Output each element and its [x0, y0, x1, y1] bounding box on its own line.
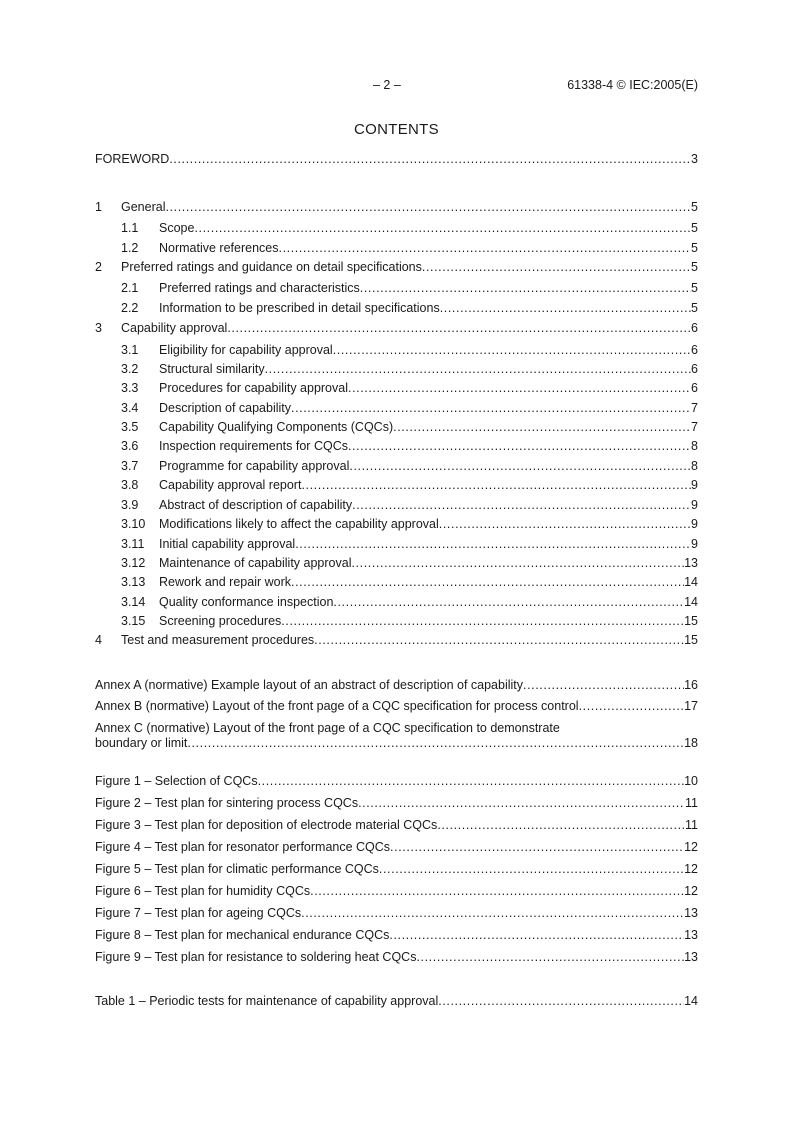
dot-leader: [379, 862, 684, 877]
toc-entry-figure[interactable]: [95, 773, 698, 789]
toc-entry-label: Figure 1 – Selection of CQCs: [95, 774, 258, 788]
toc-entry-number: 3.2: [121, 362, 139, 376]
toc-entry-subsection[interactable]: [121, 400, 698, 416]
toc-entry-number: 3.9: [121, 498, 139, 512]
dot-leader: [440, 301, 691, 316]
toc-entry-label: Scope: [159, 221, 195, 235]
toc-entry-page: 13: [684, 556, 698, 570]
toc-entry-number: 2: [95, 260, 102, 274]
dot-leader: [393, 420, 691, 435]
toc-entry-page: 13: [684, 950, 698, 964]
dot-leader: [295, 537, 691, 552]
toc-entry-number: 3.8: [121, 478, 139, 492]
toc-entry-section[interactable]: [95, 259, 698, 275]
toc-entry-label: Maintenance of capability approval: [159, 556, 352, 570]
toc-entry-label: Preferred ratings and characteristics: [159, 281, 360, 295]
toc-entry-page: 14: [684, 994, 698, 1008]
toc-entry-annex[interactable]: [95, 735, 698, 751]
dot-leader: [352, 498, 691, 513]
toc-entry-subsection[interactable]: [121, 220, 698, 236]
toc-entry-label: General: [121, 200, 166, 214]
toc-entry-page: 7: [691, 420, 698, 434]
toc-entry-number: 3.1: [121, 343, 139, 357]
toc-entry-subsection[interactable]: [121, 536, 698, 552]
toc-entry-page: 12: [684, 862, 698, 876]
toc-entry-page: 10: [684, 774, 698, 788]
toc-entry-figure[interactable]: [95, 839, 698, 855]
toc-entry-page: 7: [691, 401, 698, 415]
toc-entry-label: Normative references: [159, 241, 279, 255]
dot-leader: [194, 221, 691, 236]
toc-entry-label: Figure 6 – Test plan for humidity CQCs: [95, 884, 311, 898]
toc-entry-subsection[interactable]: [121, 380, 698, 396]
toc-entry-page: 9: [691, 537, 698, 551]
toc-entry-label: Procedures for capability approval: [159, 381, 348, 395]
toc-entry-section[interactable]: [95, 199, 698, 215]
toc-entry-number: 2.1: [121, 281, 139, 295]
toc-entry-subsection[interactable]: [121, 458, 698, 474]
toc-entry-page: 15: [684, 614, 698, 628]
toc-entry-page: 14: [684, 575, 698, 589]
dot-leader: [333, 595, 684, 610]
toc-entry-label: Programme for capability approval: [159, 459, 350, 473]
dot-leader: [348, 381, 691, 396]
toc-entry-page: 12: [684, 840, 698, 854]
dot-leader: [258, 774, 685, 789]
dot-leader: [360, 281, 691, 296]
toc-entry-label: Eligibility for capability approval: [159, 343, 333, 357]
toc-entry-label: Annex A (normative) Example layout of an abstract of description of capability: [95, 678, 524, 692]
toc-entry-number: 3.4: [121, 401, 139, 415]
dot-leader: [351, 556, 684, 571]
toc-entry-number: 3.3: [121, 381, 139, 395]
toc-entry-label: Initial capability approval: [159, 537, 296, 551]
toc-entry-subsection[interactable]: [121, 516, 698, 532]
toc-entry-page: 11: [685, 796, 698, 810]
toc-entry-number: 1.1: [121, 221, 139, 235]
dot-leader: [523, 678, 684, 693]
toc-entry-label: Figure 8 – Test plan for mechanical endurance CQCs: [95, 928, 390, 942]
toc-entry-page: 9: [691, 498, 698, 512]
toc-entry-figure[interactable]: [95, 817, 698, 833]
toc-entry-label: Structural similarity: [159, 362, 265, 376]
toc-entry-subsection[interactable]: [121, 300, 698, 316]
dot-leader: [291, 401, 691, 416]
toc-entry-label: Annex B (normative) Layout of the front page of a CQC specification for process control: [95, 699, 579, 713]
toc-entry-table[interactable]: [95, 993, 698, 1009]
toc-entry-number: 2.2: [121, 301, 139, 315]
dot-leader: [437, 818, 685, 833]
toc-entry-label: Inspection requirements for CQCs: [159, 439, 348, 453]
toc-entry-page: 5: [691, 301, 698, 315]
toc-entry-subsection[interactable]: [121, 240, 698, 256]
toc-entry-label: Information to be prescribed in detail specifications: [159, 301, 440, 315]
toc-entry-page: 5: [691, 260, 698, 274]
toc-entry-number: 3.11: [121, 537, 145, 551]
toc-entry-page: 13: [684, 928, 698, 942]
dot-leader: [165, 200, 691, 215]
toc-entry-label: Abstract of description of capability: [159, 498, 353, 512]
toc-entry-figure[interactable]: [95, 949, 698, 965]
toc-entry-page: 15: [684, 633, 698, 647]
toc-entry-page: 6: [691, 362, 698, 376]
toc-entry-page: 3: [691, 152, 698, 166]
toc-entry-number: 3.5: [121, 420, 139, 434]
toc-entry-page: 18: [684, 736, 698, 750]
dot-leader: [349, 459, 691, 474]
toc-entry-label: Capability Qualifying Components (CQCs): [159, 420, 394, 434]
dot-leader: [227, 321, 691, 336]
toc-entry-annex-first-line[interactable]: Annex C (normative) Layout of the front page of a CQC specification to demonstrate: [95, 721, 560, 735]
toc-entry-subsection[interactable]: [121, 361, 698, 377]
dot-leader: [314, 633, 684, 648]
toc-entry-foreword[interactable]: [95, 151, 698, 167]
dot-leader: [333, 343, 691, 358]
toc-entry-section[interactable]: [95, 320, 698, 336]
toc-entry-number: 1.2: [121, 241, 139, 255]
toc-entry-number: 4: [95, 633, 102, 647]
toc-entry-figure[interactable]: [95, 905, 698, 921]
toc-entry-page: 5: [691, 200, 698, 214]
toc-entry-label: Table 1 – Periodic tests for maintenance of capability approval: [95, 994, 439, 1008]
toc-entry-number: 3.12: [121, 556, 146, 570]
toc-entry-label: Capability approval report: [159, 478, 302, 492]
toc-entry-subsection[interactable]: [121, 342, 698, 358]
dot-leader: [422, 260, 691, 275]
toc-entry-label: Rework and repair work: [159, 575, 291, 589]
dot-leader: [291, 575, 684, 590]
dot-leader: [579, 699, 685, 714]
toc-entry-number: 3.6: [121, 439, 139, 453]
toc-entry-page: 12: [684, 884, 698, 898]
toc-entry-label: Screening procedures: [159, 614, 282, 628]
toc-entry-page: 17: [684, 699, 698, 713]
toc-entry-page: 9: [691, 517, 698, 531]
toc-entry-page: 6: [691, 343, 698, 357]
toc-entry-page: 5: [691, 221, 698, 235]
toc-entry-label: Capability approval: [121, 321, 228, 335]
toc-entry-label: Modifications likely to affect the capability approval: [159, 517, 439, 531]
toc-entry-subsection[interactable]: [121, 438, 698, 454]
dot-leader: [169, 152, 691, 167]
toc-entry-figure[interactable]: [95, 927, 698, 943]
dot-leader: [358, 796, 685, 811]
page-number: – 2 –: [373, 78, 401, 92]
dot-leader: [187, 736, 684, 751]
toc-entry-page: 6: [691, 381, 698, 395]
toc-entry-figure[interactable]: [95, 861, 698, 877]
toc-entry-page: 5: [691, 241, 698, 255]
dot-leader: [281, 614, 684, 629]
toc-entry-number: 3: [95, 321, 102, 335]
toc-entry-label: Figure 9 – Test plan for resistance to soldering heat CQCs: [95, 950, 417, 964]
dot-leader: [438, 994, 684, 1009]
toc-entry-label: Figure 5 – Test plan for climatic performance CQCs: [95, 862, 379, 876]
toc-entry-number: 3.15: [121, 614, 146, 628]
dot-leader: [416, 950, 684, 965]
toc-entry-annex[interactable]: [95, 677, 698, 693]
dot-leader: [301, 478, 691, 493]
toc-entry-page: 8: [691, 459, 698, 473]
toc-entry-label: Test and measurement procedures: [121, 633, 315, 647]
dot-leader: [439, 517, 691, 532]
toc-entry-subsection[interactable]: [121, 477, 698, 493]
toc-entry-number: 3.10: [121, 517, 146, 531]
toc-entry-label: Description of capability: [159, 401, 292, 415]
toc-entry-page: 16: [684, 678, 698, 692]
toc-entry-subsection[interactable]: [121, 280, 698, 296]
toc-entry-page: 8: [691, 439, 698, 453]
dot-leader: [390, 840, 684, 855]
document-reference: 61338-4 © IEC:2005(E): [567, 78, 698, 92]
toc-entry-number: 3.13: [121, 575, 146, 589]
toc-entry-page: 11: [685, 818, 698, 832]
toc-entry-label: Preferred ratings and guidance on detail specifications: [121, 260, 422, 274]
toc-entry-figure[interactable]: [95, 795, 698, 811]
toc-entry-page: 6: [691, 321, 698, 335]
toc-entry-page: 9: [691, 478, 698, 492]
toc-entry-figure[interactable]: [95, 883, 698, 899]
dot-leader: [279, 241, 692, 256]
toc-entry-label: FOREWORD: [95, 152, 170, 166]
toc-entry-page: 14: [684, 595, 698, 609]
toc-entry-label: boundary or limit: [95, 736, 188, 750]
toc-entry-subsection[interactable]: [121, 613, 698, 629]
toc-entry-section[interactable]: [95, 632, 698, 648]
dot-leader: [265, 362, 691, 377]
toc-entry-subsection[interactable]: [121, 594, 698, 610]
toc-entry-number: 3.7: [121, 459, 139, 473]
toc-entry-subsection[interactable]: [121, 555, 698, 571]
dot-leader: [348, 439, 691, 454]
toc-entry-number: 3.14: [121, 595, 146, 609]
toc-entry-subsection[interactable]: [121, 419, 698, 435]
toc-entry-subsection[interactable]: [121, 574, 698, 590]
toc-entry-page: 5: [691, 281, 698, 295]
dot-leader: [389, 928, 684, 943]
toc-entry-label: Figure 2 – Test plan for sintering process CQCs: [95, 796, 359, 810]
dot-leader: [301, 906, 684, 921]
toc-entry-subsection[interactable]: [121, 497, 698, 513]
page-title: CONTENTS: [354, 121, 439, 138]
toc-entry-label: Quality conformance inspection: [159, 595, 334, 609]
toc-entry-number: 1: [95, 200, 102, 214]
toc-entry-label: Figure 4 – Test plan for resonator performance CQCs: [95, 840, 391, 854]
toc-entry-page: 13: [684, 906, 698, 920]
dot-leader: [310, 884, 684, 899]
toc-entry-label: Figure 3 – Test plan for deposition of electrode material CQCs: [95, 818, 438, 832]
toc-entry-label: Figure 7 – Test plan for ageing CQCs: [95, 906, 302, 920]
toc-entry-annex[interactable]: [95, 698, 698, 714]
